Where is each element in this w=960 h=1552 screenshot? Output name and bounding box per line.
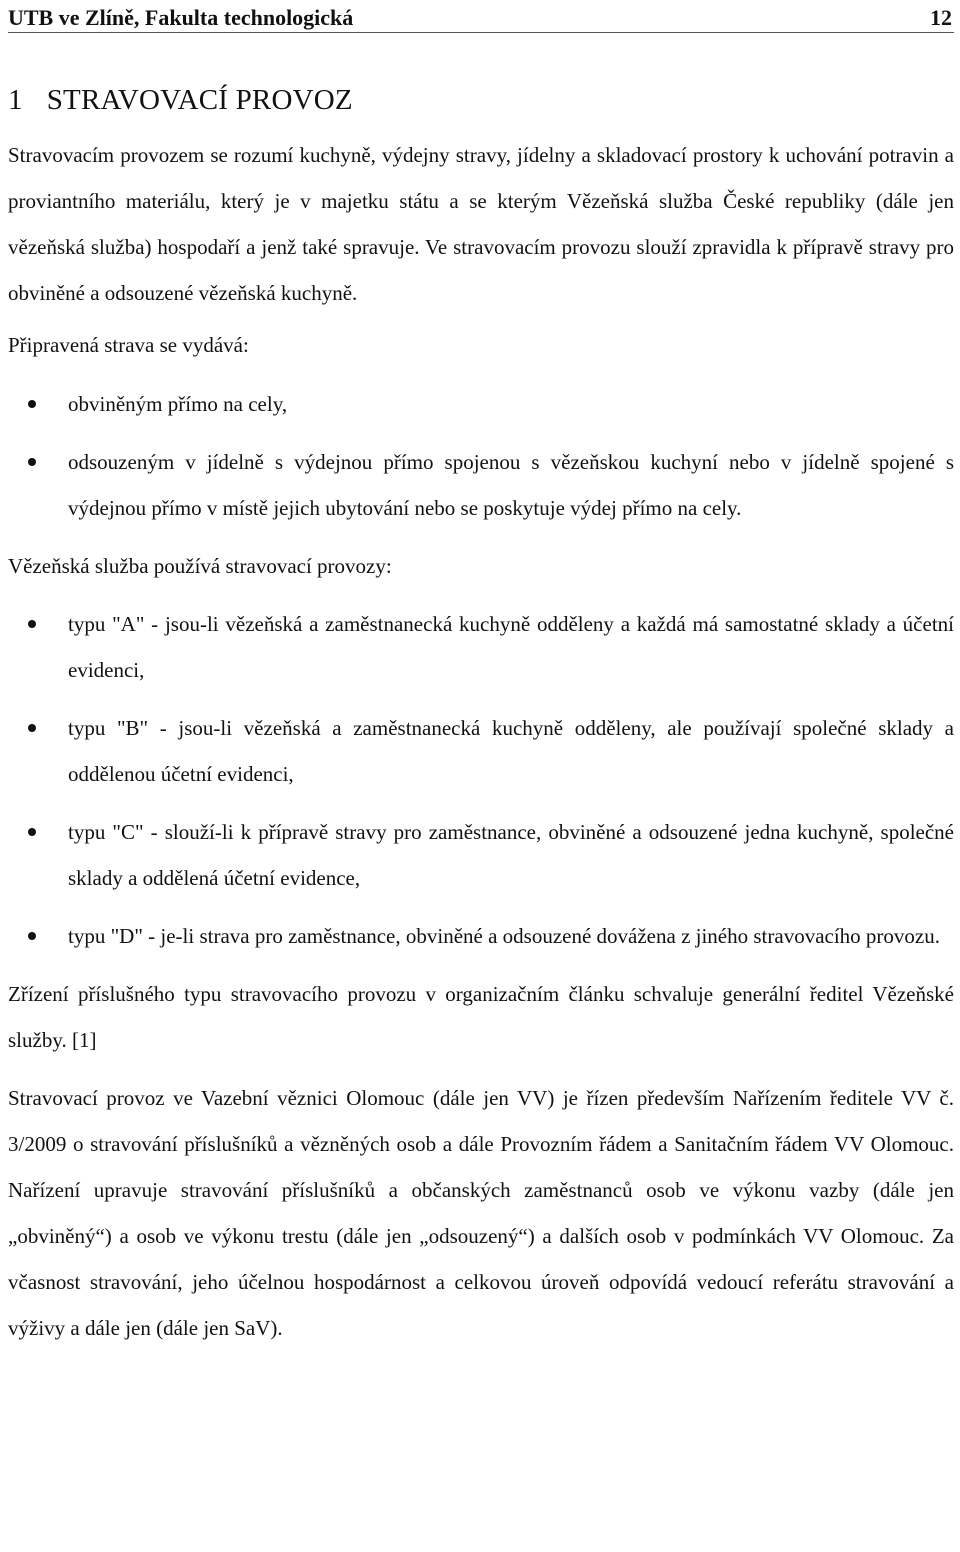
list-item-text: typu "D" - je-li strava pro zaměstnance, obviněné a odsouzené dovážena z jiného stravovacího provozu. bbox=[68, 924, 940, 948]
list-item bbox=[8, 809, 954, 901]
list-item-text: typu "A" - jsou-li vězeňská a zaměstnanecká kuchyně odděleny a každá má samostatné sklady a účetní evidenci, bbox=[68, 612, 954, 682]
list-item bbox=[8, 913, 954, 959]
paragraph-olomouc: Stravovací provoz ve Vazební věznici Olomouc (dále jen VV) je řízen především Nařízením ředitele VV č. 3/2009 o stravování příslušníků a vězněných osob a dále Provozním řádem a Sanitačním řádem VV Olomouc. Nařízení upravuje stravování příslušníků a občanských zaměstnanců osob ve výkonu vazby (dále jen „obviněný“) a osob ve výkonu trestu (dále jen „odsouzený“) a dalších osob v podmínkách VV Olomouc. Za včasnost stravování, jeho účelnou hospodárnost a celkovou úroveň odpovídá vedoucí referátu stravování a výživy a dále jen (dále jen SaV). bbox=[8, 1086, 954, 1340]
list-item-text: typu "C" - slouží-li k přípravě stravy pro zaměstnance, obviněné a odsouzené jedna kuchyně, společné sklady a oddělená účetní evidence, bbox=[68, 820, 954, 890]
paragraph-intro: Stravovacím provozem se rozumí kuchyně, výdejny stravy, jídelny a skladovací prostory k uchování potravin a proviantního materiálu, který je v majetku státu a se kterým Vězeňská služba České republiky (dále jen vězeňská služba) hospodaří a jenž také spravuje. Ve stravovacím provozu slouží zpravidla k přípravě stravy pro obviněné a odsouzené vězeňská kuchyně. bbox=[8, 143, 954, 305]
list-item bbox=[8, 705, 954, 797]
bullet-icon bbox=[28, 828, 36, 836]
bullet-icon bbox=[28, 458, 36, 466]
header-title: UTB ve Zlíně, Fakulta technologická bbox=[8, 5, 354, 30]
list-item-text: typu "B" - jsou-li vězeňská a zaměstnanecká kuchyně odděleny, ale používají společné sklady a oddělenou účetní evidenci, bbox=[68, 716, 954, 786]
bullet-icon bbox=[28, 724, 36, 732]
paragraph-establishment: Zřízení příslušného typu stravovacího provozu v organizačním článku schvaluje generální ředitel Vězeňské služby. [1] bbox=[8, 982, 954, 1052]
chapter-number: 1 bbox=[8, 84, 23, 116]
list-item bbox=[8, 381, 954, 427]
bullet-icon bbox=[28, 932, 36, 940]
chapter-heading bbox=[8, 83, 954, 117]
bullet-icon bbox=[28, 400, 36, 408]
chapter-title: STRAVOVACÍ PROVOZ bbox=[46, 84, 353, 116]
list-item-text: obviněným přímo na cely, bbox=[68, 392, 288, 416]
paragraph-types-intro: Vězeňská služba používá stravovací provozy: bbox=[8, 554, 392, 578]
list-item-text: odsouzeným v jídelně s výdejnou přímo spojenou s vězeňskou kuchyní nebo v jídelně spojené s výdejnou přímo v místě jejich ubytování nebo se poskytuje výdej přímo na cely. bbox=[68, 450, 954, 520]
provider-types-list bbox=[8, 601, 954, 959]
list-item bbox=[8, 439, 954, 531]
bullet-icon bbox=[28, 620, 36, 628]
list-item bbox=[8, 601, 954, 693]
document-page bbox=[8, 0, 954, 1351]
page-header bbox=[8, 0, 954, 33]
paragraph-delivery-intro: Připravená strava se vydává: bbox=[8, 333, 249, 357]
page-number: 12 bbox=[930, 5, 952, 30]
delivery-list bbox=[8, 381, 954, 531]
